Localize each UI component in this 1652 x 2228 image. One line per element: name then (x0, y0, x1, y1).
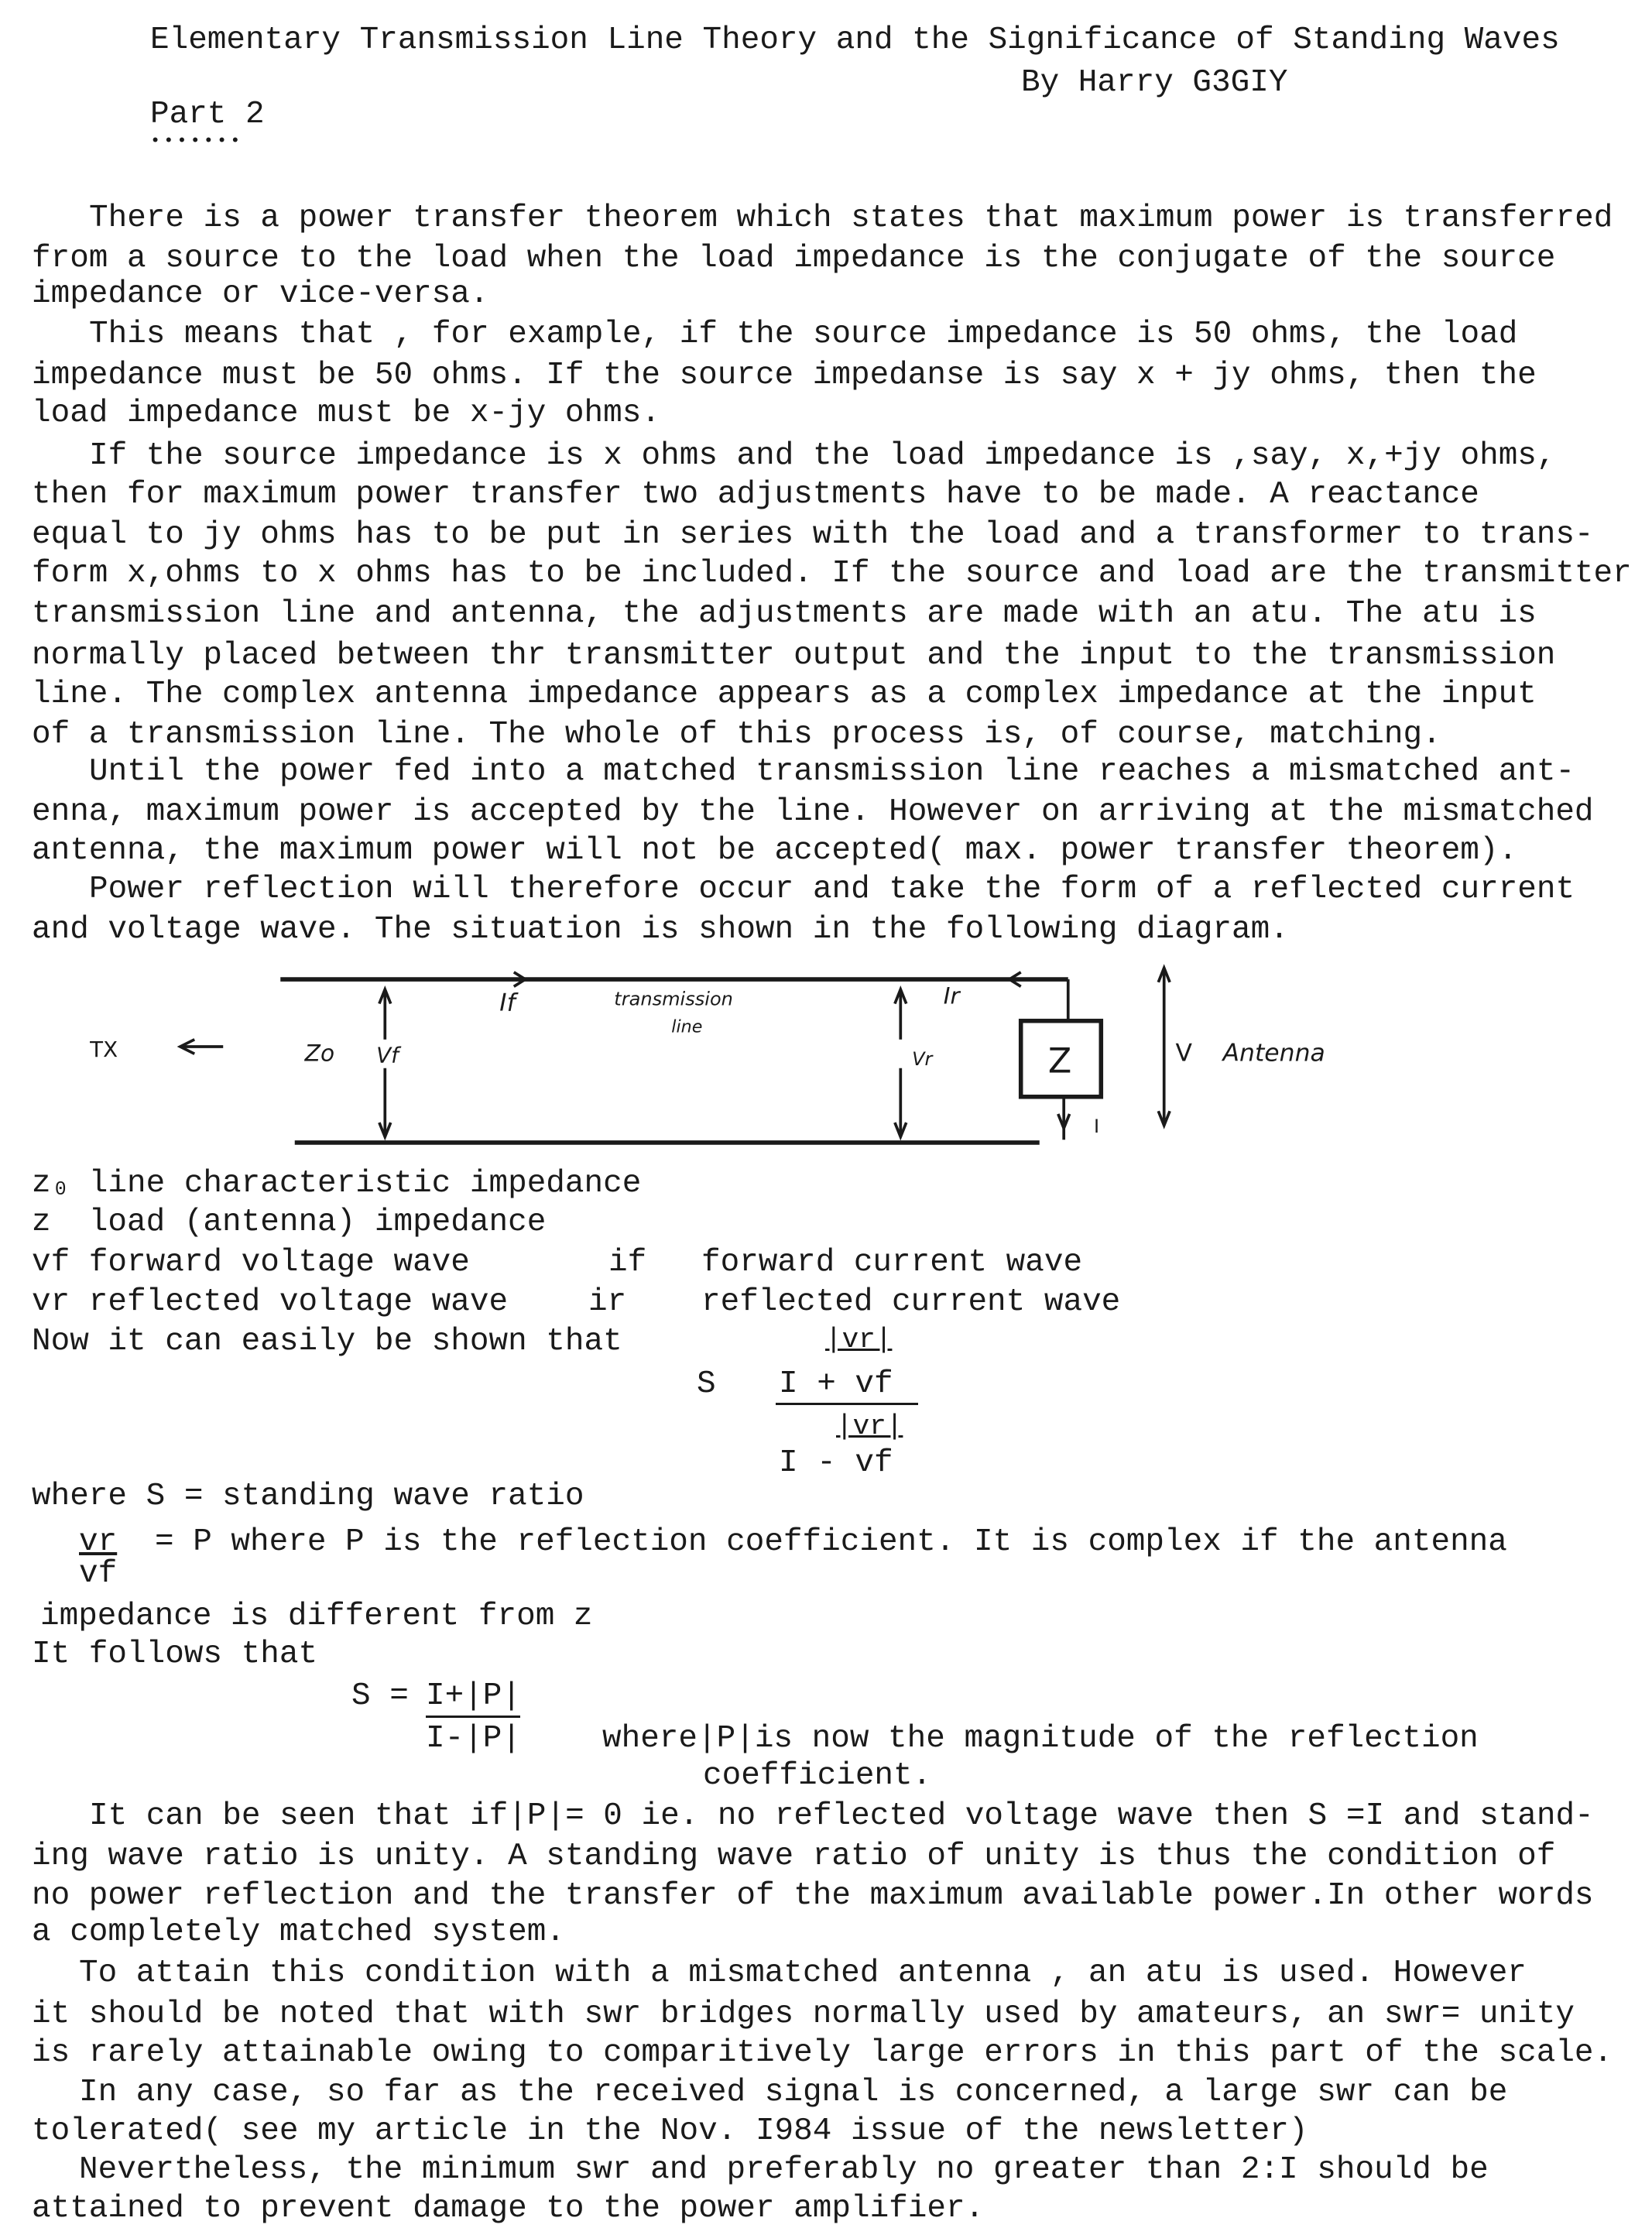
label-i: I (1094, 1116, 1100, 1137)
label-ir: Ir (943, 982, 960, 1009)
text-line: equal to jy ohms has to be put in series with the load and a transformer to trans- (32, 517, 1594, 553)
text-line: from a source to the load when the load impedance is the conjugate of the source (32, 241, 1556, 276)
fraction-bar (776, 1403, 918, 1405)
text-line: There is a power transfer theorem which states that maximum power is transferred (89, 201, 1613, 236)
text-line: tolerated( see my article in the Nov. I984 issue of the newsletter) (32, 2113, 1308, 2149)
text-line: In any case, so far as the received signal is concerned, a large swr can be (79, 2075, 1508, 2110)
label-z: Z (1047, 1041, 1072, 1081)
label-tx: TX (90, 1036, 118, 1062)
text-line: transmission line and antenna, the adjustments are made with an atu. The atu is (32, 596, 1537, 632)
formula-s: S (697, 1366, 716, 1402)
legend-line: vf forward voltage wave (32, 1245, 470, 1280)
formula2-den: I-|P| (426, 1721, 522, 1757)
text-line: coefficient. (703, 1758, 932, 1794)
text-line: is rarely attainable owing to comparitively large errors in this part of the scale. (32, 2035, 1613, 2071)
legend-line: vr reflected voltage wave (32, 1284, 509, 1320)
text-line: ing wave ratio is unity. A standing wave ratio of unity is thus the condition of (32, 1839, 1556, 1874)
text-line: impedance must be 50 ohms. If the source impedanse is say x + jy ohms, then the (32, 358, 1537, 393)
text-line: Until the power fed into a matched transmission line reaches a mismatched ant- (89, 754, 1575, 790)
label-line: line (671, 1016, 703, 1037)
transmission-line-diagram (0, 961, 1434, 1161)
text-line: = P where P is the reflection coefficient. It is complex if the antenna (155, 1524, 1507, 1560)
legend-desc: reflected current wave (701, 1284, 1121, 1320)
text-line: then for maximum power transfer two adjustments have to be made. A reactance (32, 477, 1479, 512)
text-line: antenna, the maximum power will not be accepted( max. power transfer theorem). (32, 833, 1518, 869)
ratio-denominator: vf (79, 1556, 118, 1592)
text-line: normally placed between thr transmitter output and the input to the transmission (32, 638, 1556, 674)
label-transmission: transmission (614, 988, 733, 1010)
ratio-numerator: vr (79, 1524, 118, 1560)
formula-den: I - vf (779, 1445, 893, 1481)
part-dots: ••••••• (150, 132, 244, 151)
author: By Harry G3GIY (1021, 65, 1288, 101)
legend-desc: forward current wave (701, 1245, 1083, 1280)
text-line: Nevertheless, the minimum swr and preferably no greater than 2:I should be (79, 2152, 1489, 2188)
text-line: where|P|is now the magnitude of the reflection (602, 1721, 1479, 1757)
text-line: It follows that (32, 1637, 318, 1672)
formula2-num: I+|P| (426, 1678, 522, 1714)
legend-symbol: if (608, 1245, 647, 1280)
part-label: Part 2 (150, 97, 265, 132)
label-vf: Vf (376, 1042, 399, 1068)
text-line: Power reflection will therefore occur and take the form of a reflected current (89, 872, 1575, 907)
text-line: and voltage wave. The situation is shown in the following diagram. (32, 912, 1289, 948)
label-if: If (499, 989, 516, 1017)
text-line: a completely matched system. (32, 1914, 565, 1950)
article-title: Elementary Transmission Line Theory and the Significance of Standing Waves (150, 22, 1560, 58)
text-line: Now it can easily be shown that (32, 1324, 622, 1359)
text-line: it should be noted that with swr bridges normally used by amateurs, an swr= unity (32, 1997, 1575, 2032)
text-line: of a transmission line. The whole of this process is, of course, matching. (32, 717, 1441, 752)
text-line: If the source impedance is x ohms and the load impedance is ,say, x,+jy ohms, (89, 438, 1556, 474)
formula2-lhs: S = (351, 1678, 428, 1714)
text-line: enna, maximum power is accepted by the line. However on arriving at the mismatched (32, 794, 1594, 830)
text-line: no power reflection and the transfer of the maximum available power.In other words (32, 1878, 1594, 1914)
text-line: This means that , for example, if the source impedance is 50 ohms, the load (89, 317, 1518, 352)
text-line: line. The complex antenna impedance appears as a complex impedance at the input (32, 677, 1537, 712)
text-line: form x,ohms to x ohms has to be included. If the source and load are the transmitter (32, 556, 1632, 591)
formula-num-top: |vr| (825, 1324, 893, 1356)
text-line: attained to prevent damage to the power amplifier. (32, 2191, 985, 2226)
formula-den-top: |vr| (836, 1410, 903, 1442)
text-line: impedance or vice-versa. (32, 276, 489, 312)
text-line: To attain this condition with a mismatched antenna , an atu is used. However (79, 1955, 1527, 1991)
label-antenna: Antenna (1222, 1039, 1325, 1068)
text-line: It can be seen that if|P|= 0 ie. no reflected voltage wave then S =I and stand- (89, 1798, 1594, 1834)
legend-line: z₀ line characteristic impedance (32, 1166, 642, 1201)
text-line: impedance is different from z (40, 1599, 593, 1634)
formula-num: I + vf (779, 1366, 893, 1402)
label-v: V (1175, 1039, 1193, 1068)
legend-symbol: ir (588, 1284, 627, 1320)
label-vr: Vr (912, 1048, 933, 1071)
text-line: where S = standing wave ratio (32, 1479, 584, 1514)
fraction-bar (426, 1716, 520, 1718)
legend-line: z load (antenna) impedance (32, 1205, 547, 1240)
text-line: load impedance must be x-jy ohms. (32, 396, 660, 431)
label-zo: Zo (304, 1040, 335, 1067)
